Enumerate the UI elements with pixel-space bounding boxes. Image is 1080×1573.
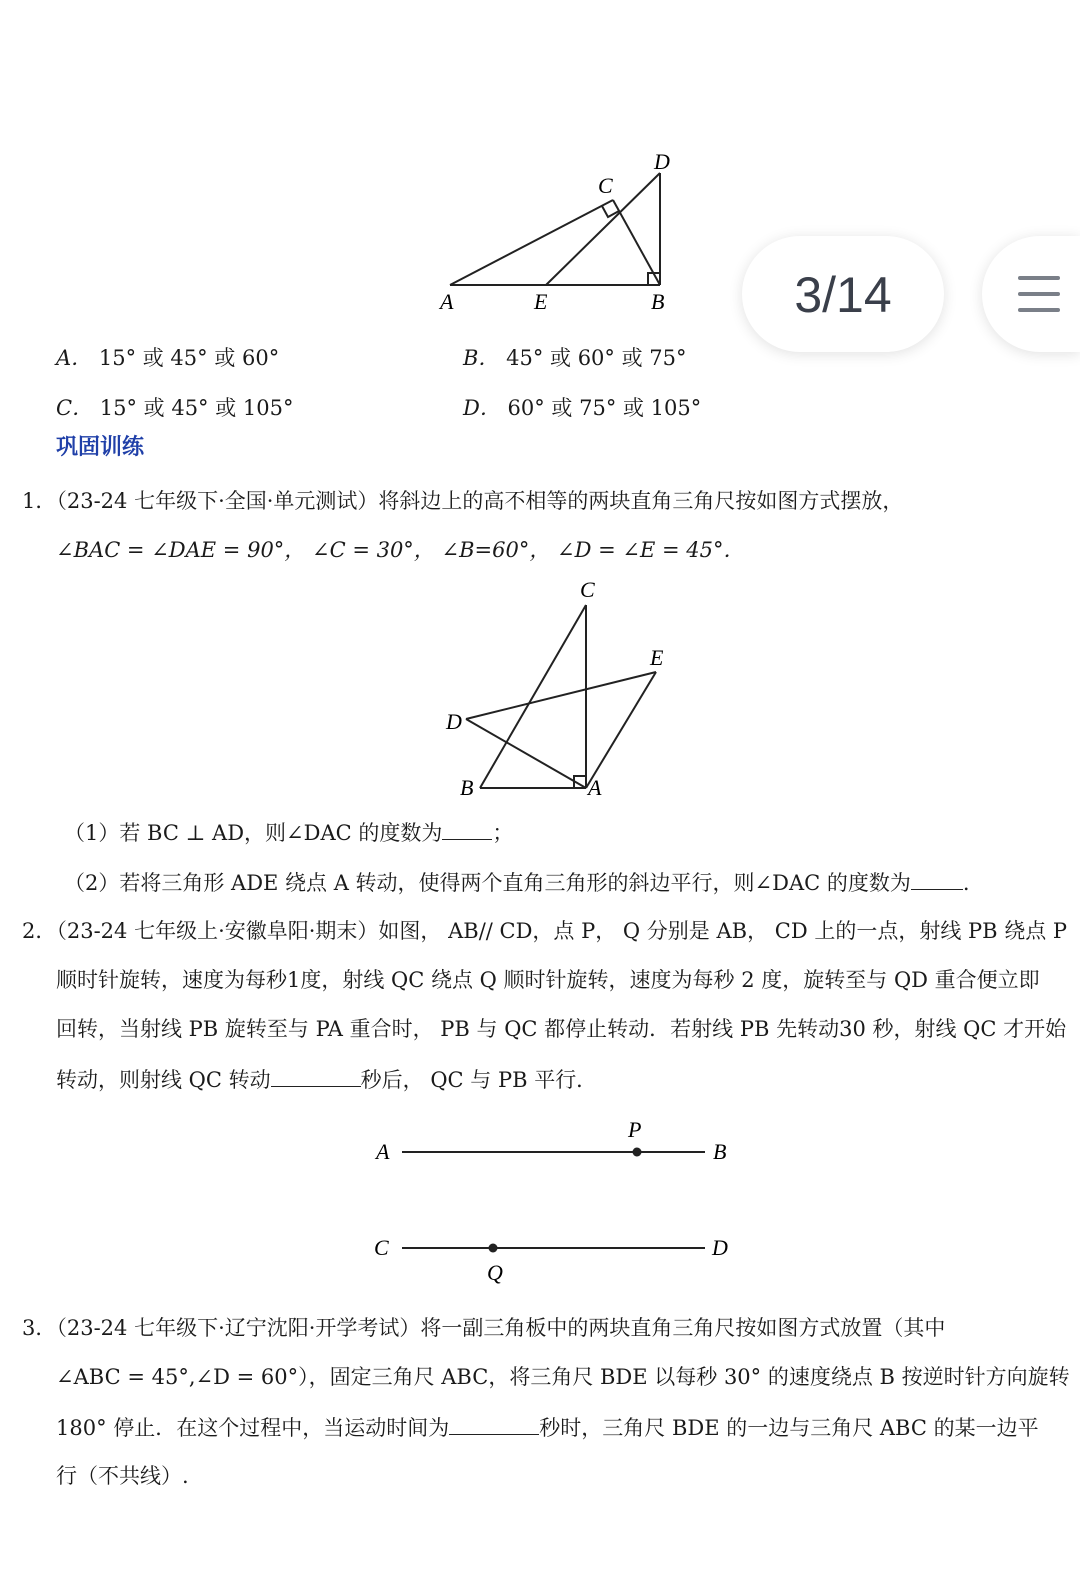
- option-c-text: 15° 或 45° 或 105°: [99, 396, 294, 420]
- q3-line1: 3．（23-24 七年级下·辽宁沈阳·开学考试）将一副三角板中的两块直角三角尺按如图方式放置（其中: [22, 1316, 946, 1340]
- fig-q2-label-Q: Q: [487, 1260, 503, 1285]
- q2-line4-text: 转动，则射线 QC 转动: [56, 1068, 271, 1092]
- option-b-text: 45° 或 60° 或 75°: [506, 346, 687, 370]
- q1-sub1-blank[interactable]: [442, 817, 492, 840]
- q3-blank[interactable]: [449, 1412, 539, 1435]
- q1-line1: 1．（23-24 七年级下·全国·单元测试）将斜边上的高不相等的两块直角三角尺按如图方式摆放，: [22, 489, 904, 513]
- option-b: [463, 343, 687, 373]
- q1-sub1: [64, 817, 513, 848]
- fig-q1-label-E: E: [650, 645, 664, 670]
- option-a: [56, 343, 279, 373]
- fig-q2-label-C: C: [374, 1235, 389, 1260]
- section-title: 巩固训练: [56, 434, 145, 460]
- q1-sub1-text: （1）若 BC ⊥ AD，则∠DAC 的度数为: [64, 821, 443, 845]
- q1-sub2-blank[interactable]: [911, 867, 963, 890]
- q1-sub1-end: ；: [492, 821, 514, 845]
- q1-sub2-end: .: [962, 871, 970, 895]
- fig-top-label-B: B: [651, 289, 665, 314]
- q3-line4: 行（不共线）.: [56, 1464, 189, 1488]
- fig-top-label-A: A: [440, 289, 454, 314]
- option-c: [56, 393, 294, 423]
- fig-top-label-C: C: [598, 173, 613, 198]
- fig-q1-label-D: D: [446, 709, 462, 734]
- menu-button[interactable]: [982, 236, 1080, 352]
- q2-line4: [56, 1064, 597, 1095]
- q1-sub2-text: （2）若将三角形 ADE 绕点 A 转动，使得两个直角三角形的斜边平行，则∠DAC 的度数为: [64, 871, 911, 895]
- q1-sub2: [64, 867, 970, 898]
- q3-line3-text: 180° 停止．在这个过程中，当运动时间为: [56, 1416, 450, 1440]
- page-indicator[interactable]: [742, 236, 944, 352]
- option-b-letter: B．: [463, 346, 500, 370]
- option-c-letter: C．: [56, 396, 94, 420]
- q3-line3: [56, 1412, 1039, 1443]
- option-d-letter: D．: [463, 396, 501, 420]
- option-a-letter: A．: [56, 346, 93, 370]
- q3-line2: ∠ABC = 45°,∠D = 60°），固定三角尺 ABC，将三角尺 BDE 以每秒 30° 的速度绕点 B 按逆时针方向旋转: [56, 1365, 1070, 1389]
- fig-q2-label-A: A: [376, 1139, 390, 1164]
- q1-line2: ∠BAC = ∠DAE = 90°， ∠C = 30°， ∠B=60°， ∠D = ∠E = 45°．: [56, 538, 745, 562]
- figure-q1: [440, 575, 680, 805]
- fig-q1-label-A: A: [588, 775, 602, 800]
- q2-blank[interactable]: [271, 1064, 361, 1087]
- fig-top-label-D: D: [654, 149, 670, 174]
- option-d: [463, 393, 701, 423]
- q2-line2: 顺时针旋转，速度为每秒1度，射线 QC 绕点 Q 顺时针旋转，速度为每秒 2 度，旋转至与 QD 重合便立即: [56, 968, 1040, 992]
- fig-q2-label-B: B: [713, 1139, 727, 1164]
- fig-top-label-E: E: [534, 289, 548, 314]
- page-indicator-text: 3/14: [794, 267, 892, 323]
- figure-q2: [360, 1110, 760, 1295]
- q2-line4-end: 秒后， QC 与 PB 平行．: [360, 1068, 598, 1092]
- option-d-text: 60° 或 75° 或 105°: [507, 396, 702, 420]
- fig-q2-label-D: D: [712, 1235, 728, 1260]
- q2-line3: 回转，当射线 PB 旋转至与 PA 重合时， PB 与 QC 都停止转动．若射线 PB 先转动30 秒，射线 QC 才开始: [56, 1017, 1067, 1041]
- fig-q1-label-C: C: [580, 577, 595, 602]
- option-a-text: 15° 或 45° 或 60°: [98, 346, 280, 370]
- q2-line1: 2．（23-24 七年级上·安徽阜阳·期末）如图， AB// CD，点 P， Q 分别是 AB， CD 上的一点，射线 PB 绕点 P: [22, 919, 1068, 943]
- figure-top: [430, 145, 690, 320]
- q3-line3-end: 秒时，三角尺 BDE 的一边与三角尺 ABC 的某一边平: [539, 1416, 1039, 1440]
- fig-q1-label-B: B: [460, 775, 474, 800]
- fig-q2-label-P: P: [628, 1117, 642, 1142]
